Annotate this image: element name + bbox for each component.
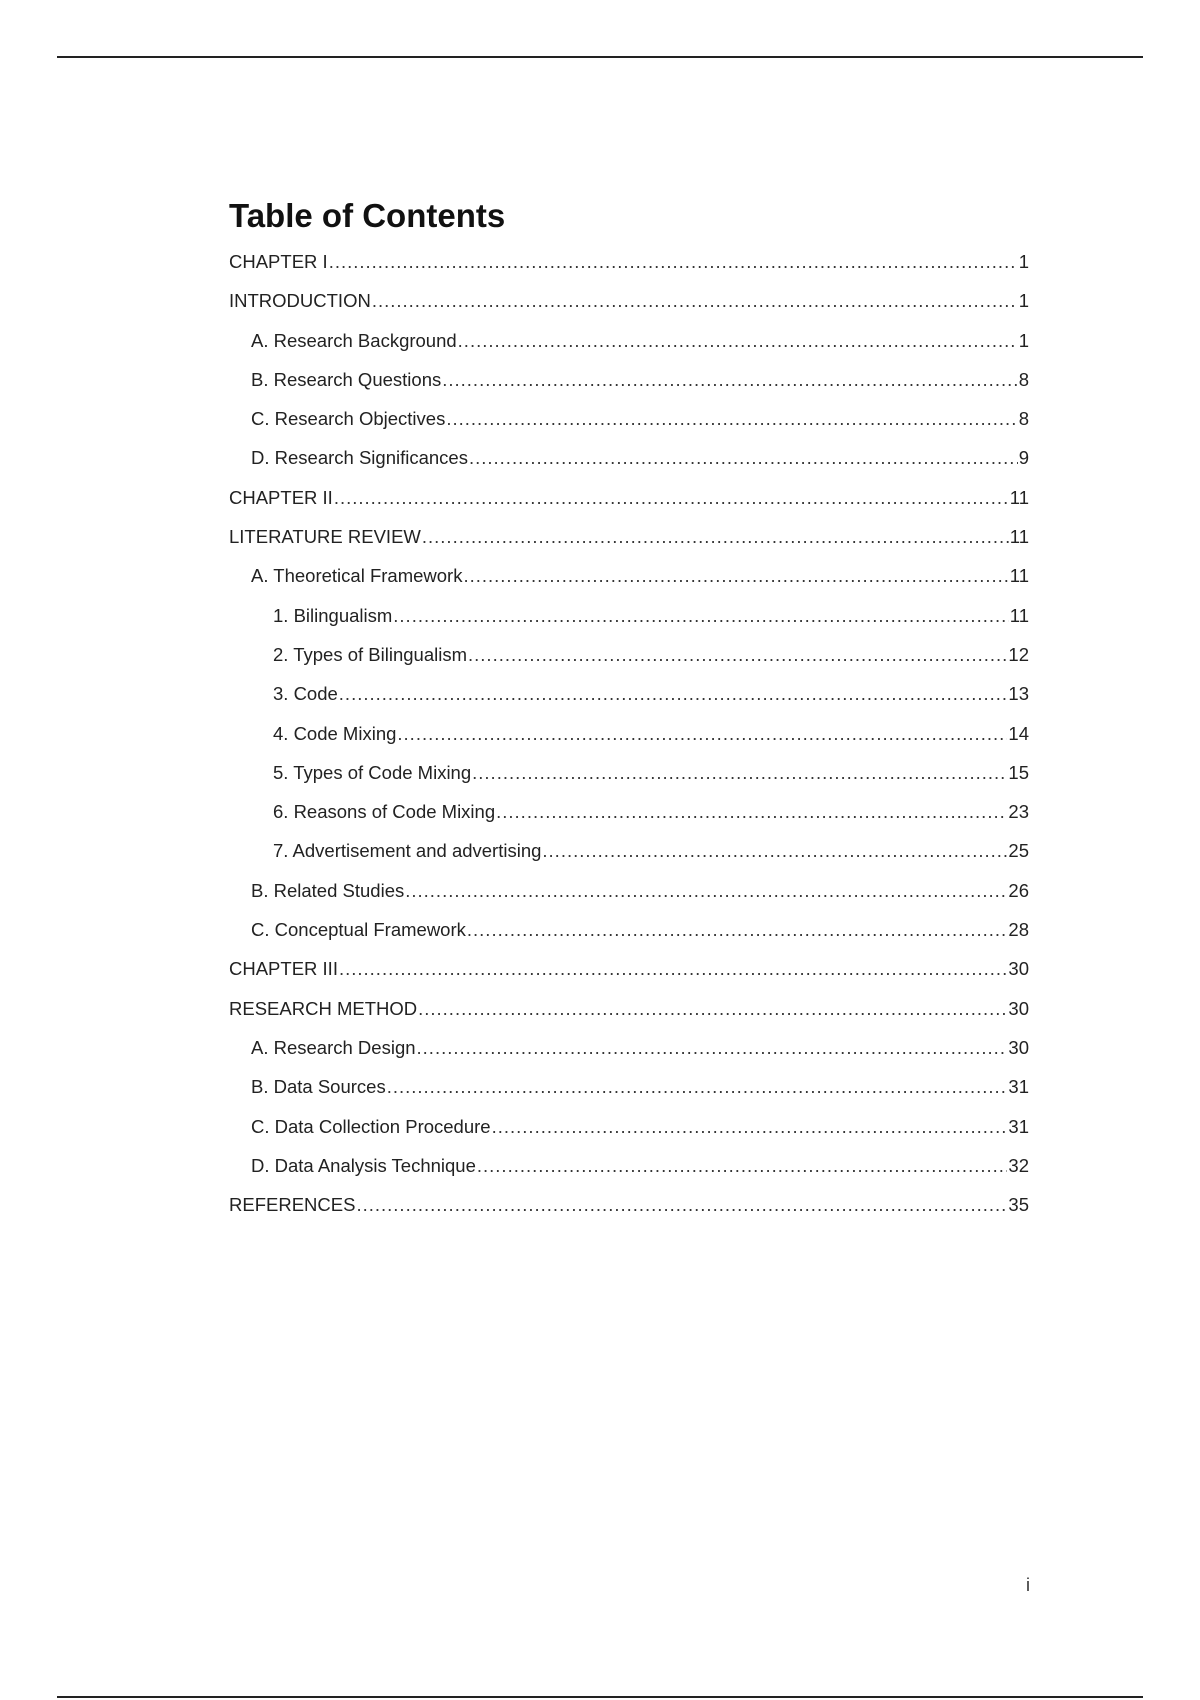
- toc-entry-page: 35: [1008, 1194, 1029, 1216]
- toc-entry[interactable]: [229, 714, 1029, 753]
- toc-dot-leader: [339, 674, 1008, 713]
- toc-entry-page: 11: [1009, 526, 1029, 548]
- toc-entry[interactable]: [229, 1107, 1029, 1146]
- toc-entry[interactable]: [229, 792, 1029, 831]
- toc-entry-page: 9: [1018, 447, 1029, 469]
- toc-entry[interactable]: [229, 1185, 1029, 1224]
- footer-rule: [57, 1696, 1143, 1698]
- toc-entry[interactable]: [229, 1067, 1029, 1106]
- toc-entry-label: 2. Types of Bilingualism: [273, 643, 468, 665]
- toc-dot-leader: [417, 1028, 1008, 1067]
- toc-dot-leader: [496, 792, 1007, 831]
- toc-dot-leader: [477, 1146, 1008, 1185]
- toc-entry[interactable]: [229, 242, 1029, 281]
- toc-entry[interactable]: [229, 281, 1029, 320]
- toc-entry[interactable]: [229, 321, 1029, 360]
- toc-entry[interactable]: [229, 831, 1029, 870]
- toc-dot-leader: [387, 1067, 1008, 1106]
- toc-entry[interactable]: [229, 989, 1029, 1028]
- header-rule: [57, 56, 1143, 58]
- toc-entry-page: 14: [1008, 722, 1029, 744]
- toc-entry-page: 15: [1008, 761, 1029, 783]
- toc-dot-leader: [418, 989, 1007, 1028]
- toc-dot-leader: [339, 949, 1007, 988]
- toc-dot-leader: [492, 1107, 1008, 1146]
- toc-entry-label: 7. Advertisement and advertising: [273, 840, 542, 862]
- toc-entry-label: REFERENCES: [229, 1194, 356, 1216]
- toc-entry-page: 26: [1008, 879, 1029, 901]
- toc-entry-page: 30: [1008, 958, 1029, 980]
- toc-dot-leader: [463, 556, 1008, 595]
- toc-entry-page: 11: [1009, 565, 1029, 587]
- toc-entry-page: 11: [1009, 486, 1029, 508]
- toc-dot-leader: [442, 360, 1017, 399]
- table-of-contents: [229, 192, 1029, 1224]
- toc-entry-label: A. Theoretical Framework: [251, 565, 463, 587]
- toc-dot-leader: [422, 517, 1009, 556]
- toc-entry-page: 1: [1018, 290, 1029, 312]
- toc-entry-page: 11: [1009, 604, 1029, 626]
- toc-entry-label: B. Related Studies: [251, 879, 405, 901]
- toc-entry[interactable]: [229, 674, 1029, 713]
- toc-entry-label: 6. Reasons of Code Mixing: [273, 801, 496, 823]
- toc-dot-leader: [468, 635, 1007, 674]
- toc-entry-label: C. Research Objectives: [251, 408, 446, 430]
- toc-entry-label: C. Conceptual Framework: [251, 919, 466, 941]
- toc-entry-page: 32: [1008, 1154, 1029, 1176]
- toc-entry[interactable]: [229, 753, 1029, 792]
- toc-dot-leader: [393, 596, 1009, 635]
- toc-dot-leader: [469, 438, 1018, 477]
- toc-entry[interactable]: [229, 438, 1029, 477]
- toc-entry-label: CHAPTER II: [229, 486, 333, 508]
- toc-entry-page: 30: [1008, 997, 1029, 1019]
- toc-list: [229, 242, 1029, 1224]
- toc-entry-label: LITERATURE REVIEW: [229, 526, 421, 548]
- page-title: Table of Contents: [229, 197, 506, 234]
- toc-entry-page: 23: [1008, 801, 1029, 823]
- toc-dot-leader: [334, 478, 1009, 517]
- toc-dot-leader: [467, 910, 1008, 949]
- toc-entry-page: 1: [1018, 329, 1029, 351]
- toc-entry-label: 3. Code: [273, 683, 338, 705]
- toc-entry-page: 25: [1008, 840, 1029, 862]
- toc-entry-page: 8: [1018, 368, 1029, 390]
- toc-entry[interactable]: [229, 635, 1029, 674]
- toc-entry[interactable]: [229, 1146, 1029, 1185]
- toc-entry[interactable]: [229, 596, 1029, 635]
- toc-dot-leader: [405, 871, 1007, 910]
- toc-dot-leader: [542, 831, 1007, 870]
- toc-dot-leader: [329, 242, 1018, 281]
- toc-entry-page: 28: [1008, 919, 1029, 941]
- toc-entry-label: INTRODUCTION: [229, 290, 371, 312]
- toc-entry-label: CHAPTER I: [229, 251, 328, 272]
- toc-entry-label: 5. Types of Code Mixing: [273, 761, 472, 783]
- toc-dot-leader: [472, 753, 1007, 792]
- toc-entry-page: 1: [1018, 251, 1029, 272]
- toc-entry[interactable]: [229, 949, 1029, 988]
- toc-entry-label: 1. Bilingualism: [273, 604, 393, 626]
- toc-entry-label: 4. Code Mixing: [273, 722, 397, 744]
- toc-entry-label: RESEARCH METHOD: [229, 997, 418, 1019]
- toc-entry-page: 31: [1008, 1076, 1029, 1098]
- toc-entry-page: 12: [1008, 643, 1029, 665]
- toc-dot-leader: [458, 321, 1018, 360]
- toc-entry-label: A. Research Background: [251, 329, 457, 351]
- toc-dot-leader: [446, 399, 1017, 438]
- toc-entry-page: 30: [1008, 1036, 1029, 1058]
- toc-dot-leader: [356, 1185, 1007, 1224]
- toc-entry[interactable]: [229, 360, 1029, 399]
- toc-entry-page: 8: [1018, 408, 1029, 430]
- toc-entry-label: C. Data Collection Procedure: [251, 1115, 491, 1137]
- toc-entry[interactable]: [229, 517, 1029, 556]
- toc-entry-label: CHAPTER III: [229, 958, 338, 980]
- toc-entry-label: D. Research Significances: [251, 447, 468, 469]
- toc-entry[interactable]: [229, 478, 1029, 517]
- toc-entry-label: A. Research Design: [251, 1036, 416, 1058]
- page-number: i: [1026, 1575, 1030, 1595]
- toc-entry[interactable]: [229, 399, 1029, 438]
- toc-entry-label: B. Research Questions: [251, 368, 442, 390]
- toc-entry[interactable]: [229, 1028, 1029, 1067]
- toc-entry[interactable]: [229, 556, 1029, 595]
- toc-entry-page: 31: [1008, 1115, 1029, 1137]
- toc-dot-leader: [372, 281, 1018, 320]
- toc-entry-label: B. Data Sources: [251, 1076, 386, 1098]
- toc-dot-leader: [397, 714, 1007, 753]
- toc-entry-label: D. Data Analysis Technique: [251, 1154, 476, 1176]
- toc-entry-page: 13: [1008, 683, 1029, 705]
- toc-entry[interactable]: [229, 871, 1029, 910]
- toc-entry[interactable]: [229, 910, 1029, 949]
